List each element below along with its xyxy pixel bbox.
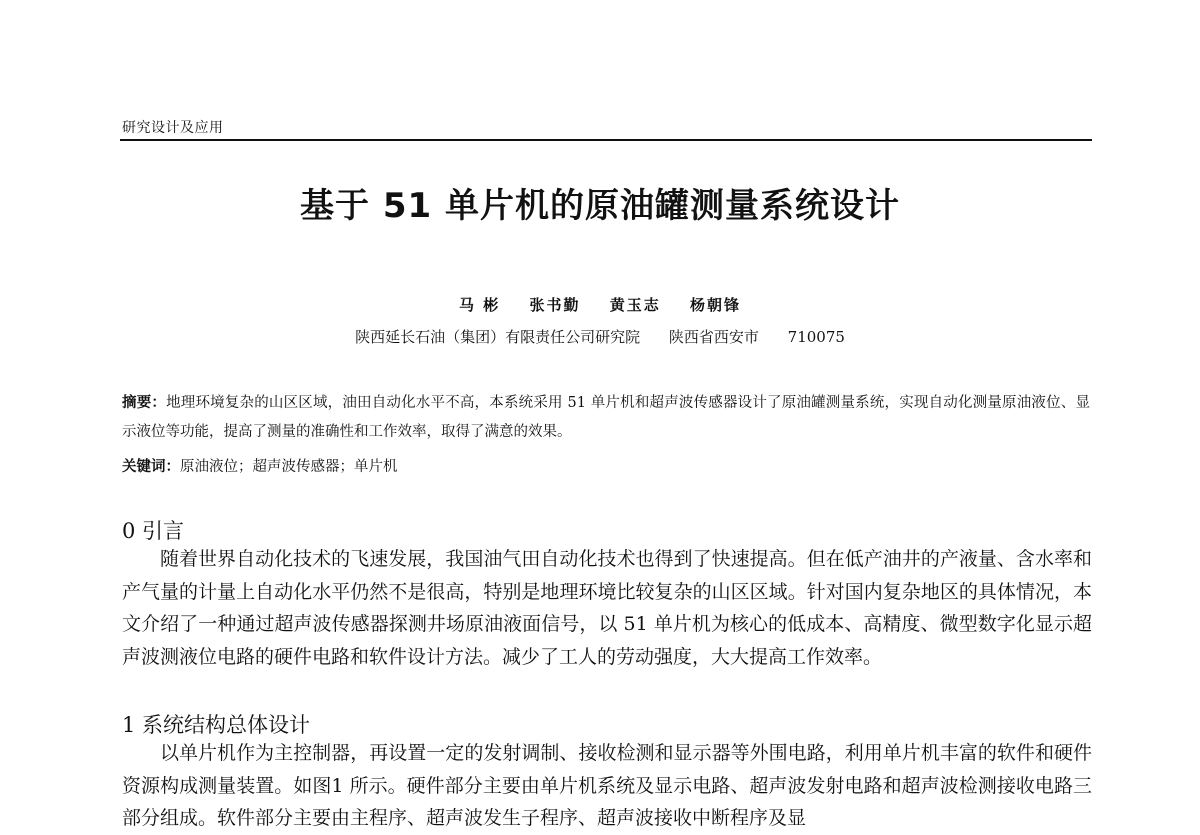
section-heading-system-design: 1 系统结构总体设计: [122, 713, 311, 737]
keywords-text: 原油液位；超声波传感器；单片机: [180, 459, 398, 475]
affiliation-postcode: 710075: [787, 328, 845, 346]
section-heading-introduction: 0 引言: [122, 519, 185, 543]
author-name: 马 彬: [459, 296, 501, 314]
author-list: [0, 294, 1200, 315]
keywords: [122, 455, 398, 476]
abstract-text: 地理环境复杂的山区区域，油田自动化水平不高，本系统采用 51 单片机和超声波传感器设计了原油罐测量系统，实现自动化测量原油液位、显示液位等功能，提高了测量的准确性和工作效率，取得了满意的效果。: [122, 395, 1091, 440]
affiliation-institution: 陕西延长石油（集团）有限责任公司研究院: [355, 328, 641, 346]
author-name: 杨朝锋: [689, 296, 741, 314]
header-rule: [120, 139, 1092, 141]
abstract: [122, 388, 1090, 447]
affiliation: [0, 326, 1200, 347]
paper-title: 基于 51 单片机的原油罐测量系统设计: [300, 186, 900, 226]
author-name: 张书勤: [529, 296, 581, 314]
journal-section-header: 研究设计及应用: [122, 120, 224, 136]
section-body-introduction: 随着世界自动化技术的飞速发展，我国油气田自动化技术也得到了快速提高。但在低产油井的产液量、含水率和产气量的计量上自动化水平仍然不是很高，特别是地理环境比较复杂的山区区域。针对国内复杂地区的具体情况，本文介绍了一种通过超声波传感器探测井场原油液面信号，以 51 单片机为核心的低成本、高精度、微型数字化显示超声波测液位电路的硬件电路和软件设计方法。减少了工人的劳动强度，大大提高工作效率。: [122, 548, 1092, 668]
section-body-system-design: 以单片机作为主控制器，再设置一定的发射调制、接收检测和显示器等外围电路，利用单片机丰富的软件和硬件资源构成测量装置。如图1 所示。硬件部分主要由单片机系统及显示电路、超声波发射电路和超声波检测接收电路三部分组成。软件部分主要由主程序、超声波发生子程序、超声波接收中断程序及显: [122, 742, 1092, 829]
keywords-label: 关键词：: [122, 458, 180, 475]
affiliation-location: 陕西省西安市: [668, 328, 759, 346]
author-name: 黄玉志: [609, 296, 661, 314]
abstract-label: 摘要：: [122, 394, 167, 411]
